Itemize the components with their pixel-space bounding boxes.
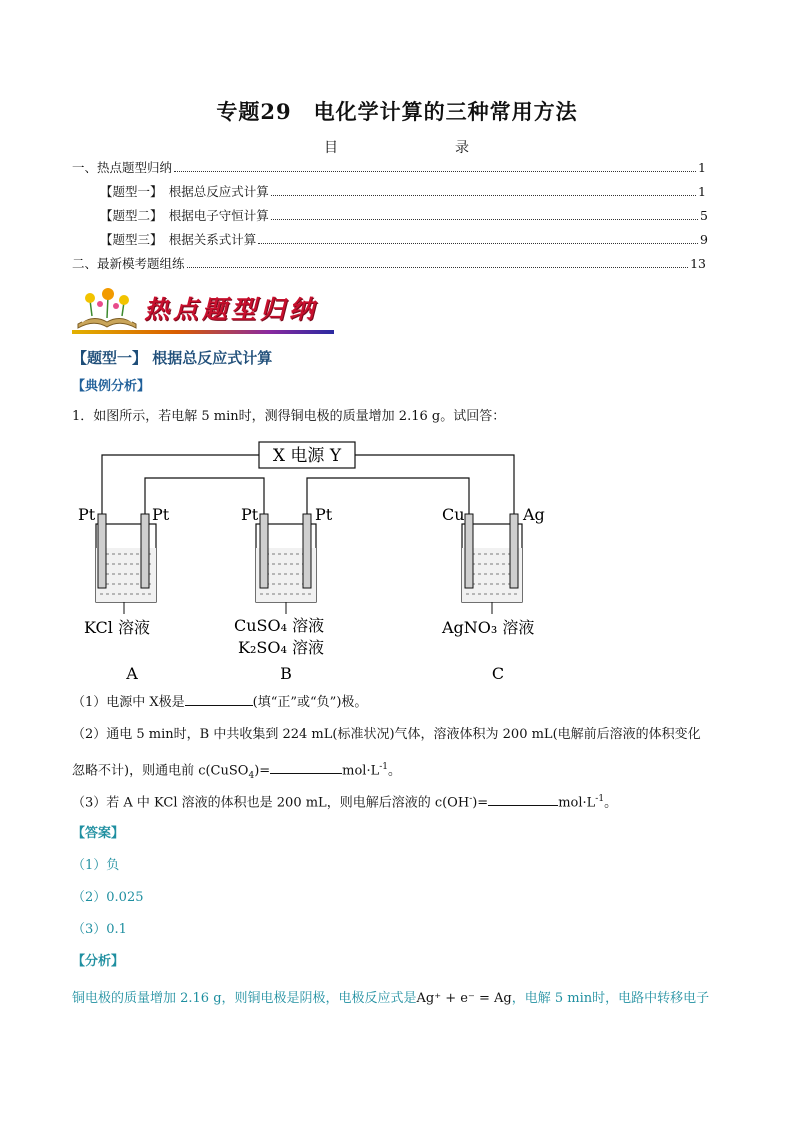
q2-superscript: -1 [379,762,389,772]
analysis-text-pre: 铜电极的质量增加 2.16 g，则铜电极是阴极，电极反应式是 [72,991,417,1006]
example-label: 【典例分析】 [72,379,151,394]
answer-label: 【答案】 [72,826,125,841]
banner-underline [72,330,334,334]
q3-equals: )= [472,795,489,811]
svg-text:Ag: Ag [523,505,545,524]
toc-label: 【题型一】 根据总反应式计算 [100,184,269,199]
q2-end: 。 [388,763,402,779]
book-flower-icon [72,286,142,332]
svg-text:Pt: Pt [78,505,96,524]
toc-page: 1 [698,160,706,175]
toc-label: 【题型三】 根据关系式计算 [100,232,257,247]
q3-end: 。 [604,795,618,811]
cell-c [441,505,545,683]
svg-text:B: B [280,664,292,683]
wire-y [355,455,514,516]
q1-text: （1）电源中 X极是 [72,695,185,710]
q3-unit: mol·L [558,795,596,811]
toc-label: 二、最新模考题组练 [72,256,185,271]
q3-answer-blank[interactable] [488,793,558,806]
wire-x [102,455,259,516]
question-1 [72,692,367,714]
analysis-label: 【分析】 [72,954,125,969]
svg-text:Pt: Pt [315,505,333,524]
type-title: 【题型一】 根据总反应式计算 [72,349,273,367]
toc-row-type3[interactable] [100,230,708,250]
toc-leader [271,207,698,220]
q2-unit: mol·L [342,763,380,779]
svg-text:CuSO₄ 溶液: CuSO₄ 溶液 [234,616,325,635]
question-2-line1: （2）通电 5 min时，B 中共收集到 224 mL(标准状况)气体，溶液体积为 200 mL(电解前后溶液的体积变化 [72,727,701,742]
svg-text:Pt: Pt [152,505,170,524]
toc-label: 【题型二】 根据电子守恒计算 [100,208,269,223]
analysis-text [72,987,709,1006]
page-title: 专题29 电化学计算的三种常用方法 [216,99,578,124]
analysis-equation: Ag⁺ + e⁻ = Ag [416,991,512,1006]
toc-page: 1 [698,184,706,199]
toc-page: 5 [700,208,708,223]
toc-leader [258,231,698,244]
toc-leader [187,255,689,268]
svg-text:KCl 溶液: KCl 溶液 [84,618,150,637]
toc-heading-left: 目 [324,140,338,156]
svg-text:C: C [491,664,505,683]
svg-text:AgNO₃ 溶液: AgNO₃ 溶液 [442,618,535,637]
power-supply-label: X 电源 Y [272,446,342,466]
toc-page: 9 [700,232,708,247]
question-stem: 1．如图所示，若电解 5 min时，测得铜电极的质量增加 2.16 g。试回答： [72,409,506,424]
svg-text:K₂SO₄ 溶液: K₂SO₄ 溶液 [238,638,324,657]
section-banner [72,286,334,336]
toc-label: 一、热点题型归纳 [72,160,173,175]
answer-item-1: （1）负 [72,858,120,873]
toc-row-hotspot[interactable] [72,158,706,178]
question-3 [72,788,617,814]
banner-title: 热点题型归纳 [144,295,319,324]
q3-superscript: - [469,794,473,804]
answer-item-3: （3）0.1 [72,922,127,937]
q2-answer-blank[interactable] [270,761,342,774]
svg-text:Pt: Pt [241,505,259,524]
answer-item-2: （2）0.025 [72,890,144,905]
q3-unit-superscript: -1 [595,794,605,804]
svg-text:A: A [126,664,138,683]
toc-leader [174,159,696,172]
toc-row-type1[interactable] [100,182,706,202]
q2-equals: )= [254,763,271,779]
toc-row-mock[interactable] [72,254,706,274]
toc-row-type2[interactable] [100,206,708,226]
toc-page: 13 [690,256,706,271]
q3-text: （3）若 A 中 KCl 溶液的体积也是 200 mL，则电解后溶液的 c(OH [72,795,470,811]
q1-answer-blank[interactable] [185,693,253,706]
question-2-line2 [72,756,401,787]
analysis-text-post: ，电解 5 min时，电路中转移电子 [511,991,710,1006]
q2-text: 忽略不计)，则通电前 c(CuSO [72,763,249,779]
q2-subscript: 4 [248,770,255,781]
toc-heading-right: 录 [455,140,469,156]
toc-leader [271,183,696,196]
q1-text-end: (填“正”或“负”)极。 [252,695,368,710]
svg-text:Cu: Cu [442,505,465,524]
cell-b [234,505,333,683]
cell-a [78,505,170,683]
electrolysis-diagram [72,438,572,688]
